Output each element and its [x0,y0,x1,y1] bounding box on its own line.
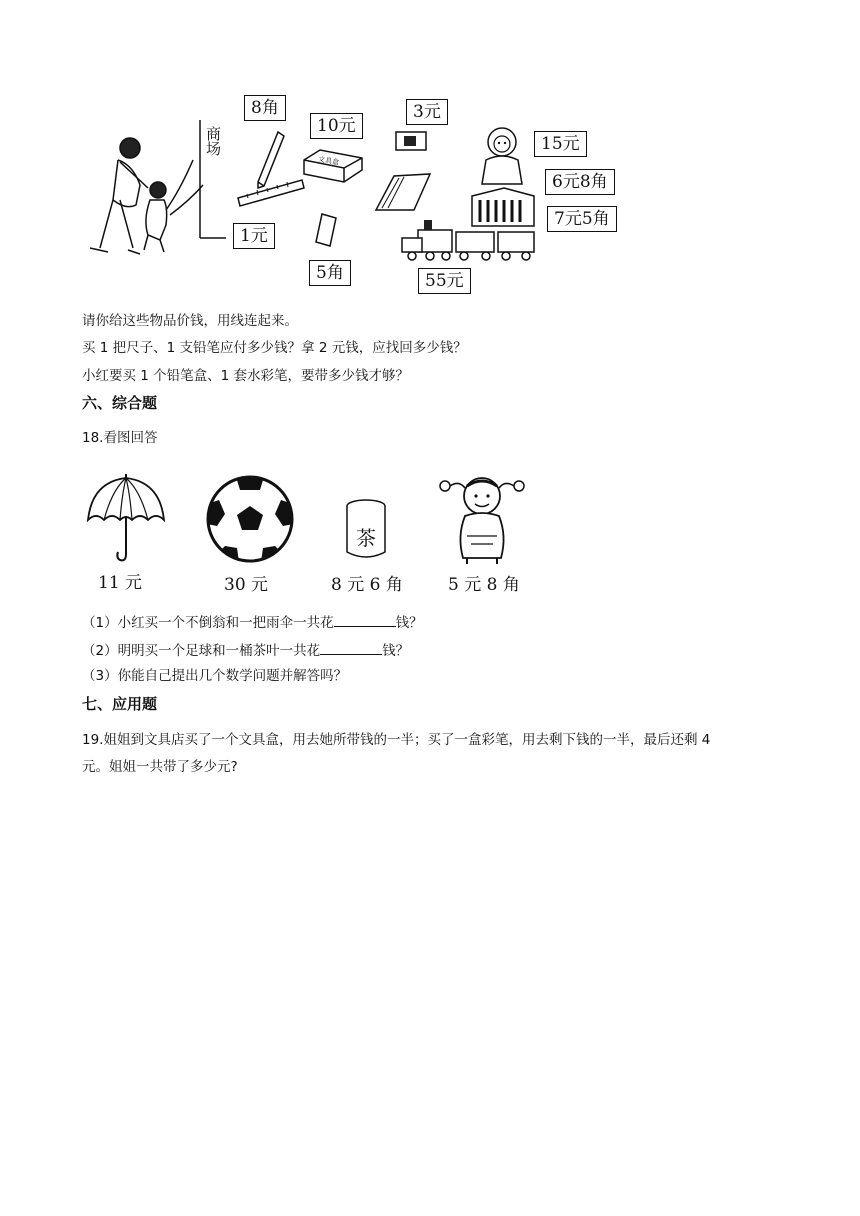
q18-sub-1-prefix: （1）小红买一个不倒翁和一把雨伞一共花 [82,615,334,631]
q18-sub-1 [82,612,423,633]
umbrella-icon [86,470,166,565]
notebook-icon [374,172,434,214]
doll-icon [476,122,528,192]
answer-blank[interactable] [334,612,396,627]
q18-sub-2 [82,640,409,661]
q17-line-1: 请你给这些物品价钱，用线连起来。 [82,313,298,329]
door-frame-illustration [198,120,228,240]
soccer-ball-icon [205,474,295,564]
umbrella-price: 11 元 [98,573,143,593]
price-tag-pencil: 8角 [244,95,286,121]
q17-line-3: 小红要买 1 个铅笔盒、1 套水彩笔，要带多少钱才够？ [82,368,410,384]
train-icon [398,216,538,262]
q19-line-1: 19.姐姐到文具店买了一个文具盒，用去她所带钱的一半；买了一盒彩笔，用去剩下钱的一半，最后还剩 4 [82,732,711,748]
q18-sub-2-prefix: （2）明明买一个足球和一桶茶叶一共花 [82,643,321,659]
price-tag-pencil-box: 10元 [310,113,363,139]
q19-line-2: 元。姐姐一共带了多少元? [82,759,238,775]
price-tag-sharpener: 3元 [406,99,448,125]
eraser-icon [314,210,344,250]
pencil-box-label: 文具盒 [317,155,340,167]
ruler-icon [236,176,306,206]
price-tag-doll: 15元 [534,131,587,157]
price-tag-crayons: 7元5角 [547,206,617,232]
shop-scene [78,90,678,300]
answer-blank[interactable] [320,640,382,655]
q17-line-2: 买 1 把尺子、1 支铅笔应付多少钱？拿 2 元钱，应找回多少钱？ [82,340,467,356]
shop-sign: 商场 [204,126,222,156]
section-7-title: 七、应用题 [82,695,158,713]
q18-title: 18.看图回答 [82,430,158,446]
tea-can-price: 8 元 6 角 [331,575,403,595]
price-tag-eraser: 5角 [309,260,351,286]
sharpener-icon [392,128,432,154]
q18-sub-1-suffix: 钱？ [395,615,423,631]
q18-sub-3: （3）你能自己提出几个数学问题并解答吗？ [82,668,348,684]
section-6-title: 六、综合题 [82,394,158,412]
tumbler-doll-price: 5 元 8 角 [448,575,520,595]
soccer-ball-price: 30 元 [224,575,269,595]
tumbler-doll-icon [437,472,527,568]
price-tag-6y8j: 6元8角 [545,169,615,195]
q18-sub-2-suffix: 钱？ [382,643,410,659]
price-tag-train: 55元 [418,268,471,294]
price-tag-ruler: 1元 [233,223,275,249]
tea-can-label: 茶 [356,526,376,550]
